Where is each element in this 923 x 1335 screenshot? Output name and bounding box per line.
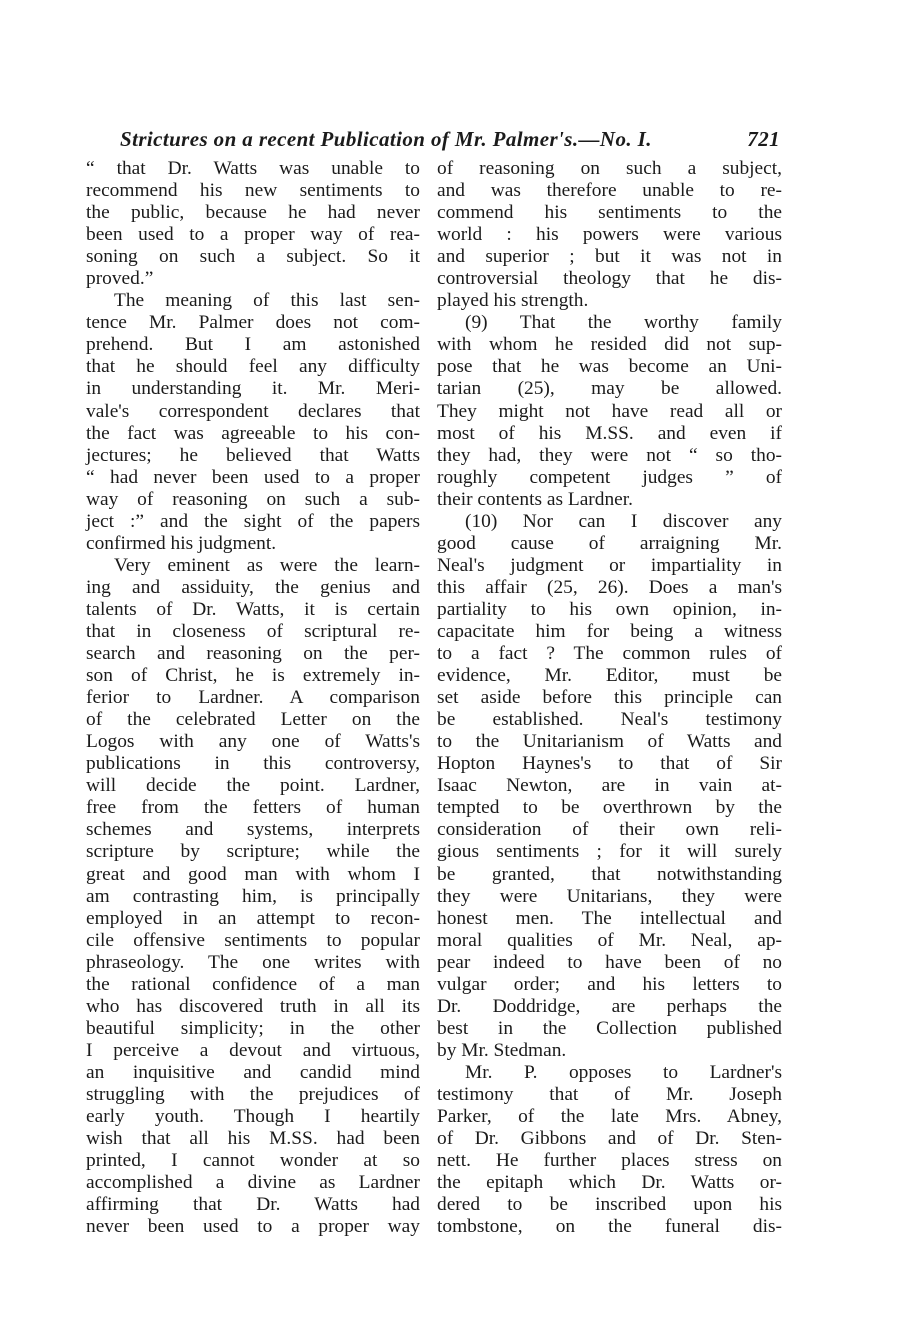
text-line: great and good man with whom I	[86, 863, 420, 885]
text-line: cile offensive sentiments to popular	[86, 929, 420, 951]
text-line: (9) That the worthy family	[465, 312, 782, 334]
text-line: scripture by scripture; while the	[86, 841, 420, 863]
text-line: “ that Dr. Watts was unable to	[86, 158, 420, 179]
text-line: early youth. Though I heartily	[86, 1106, 420, 1128]
text-line: recommend his new sentiments to	[86, 180, 420, 202]
left-text-column	[86, 158, 420, 1238]
text-line: prehend. But I am astonished	[86, 334, 420, 356]
text-line: they had, they were not “ so tho-	[437, 444, 782, 466]
text-line: of the celebrated Letter on the	[86, 709, 420, 731]
text-line: played his strength.	[437, 290, 589, 312]
text-line: world : his powers were various	[437, 224, 782, 246]
text-line: their contents as Lardner.	[437, 488, 633, 510]
text-line: Mr. P. opposes to Lardner's	[465, 1061, 782, 1083]
text-line: affirming that Dr. Watts had	[86, 1194, 420, 1216]
text-line: the epitaph which Dr. Watts or-	[437, 1172, 782, 1194]
text-line: dered to be inscribed upon his	[437, 1194, 782, 1216]
text-line: of Dr. Gibbons and of Dr. Sten-	[437, 1128, 782, 1150]
text-line: ject :” and the sight of the papers	[86, 510, 420, 532]
text-line: most of his M.SS. and even if	[437, 422, 782, 444]
text-line: set aside before this principle can	[437, 687, 782, 709]
text-line: way of reasoning on such a sub-	[86, 488, 420, 510]
text-line: and was therefore unable to re-	[437, 180, 782, 202]
text-line: son of Christ, he is extremely in-	[86, 665, 420, 687]
text-line: tence Mr. Palmer does not com-	[86, 312, 420, 334]
text-line: best in the Collection published	[437, 1017, 782, 1039]
text-line: ferior to Lardner. A comparison	[86, 687, 420, 709]
text-line: with whom he resided did not sup-	[437, 334, 782, 356]
text-line: They might not have read all or	[437, 400, 782, 422]
text-line: vulgar order; and his letters to	[437, 973, 782, 995]
text-line: employed in an attempt to recon-	[86, 907, 420, 929]
text-line: phraseology. The one writes with	[86, 951, 420, 973]
text-line: honest men. The intellectual and	[437, 907, 782, 929]
text-line: free from the fetters of human	[86, 797, 420, 819]
text-line: “ had never been used to a proper	[86, 466, 420, 488]
text-line: I perceive a devout and virtuous,	[86, 1039, 420, 1061]
text-line: controversial theology that he dis-	[437, 268, 782, 290]
text-line: (10) Nor can I discover any	[465, 510, 782, 532]
text-line: be established. Neal's testimony	[437, 709, 782, 731]
text-line: of reasoning on such a subject,	[437, 158, 782, 179]
text-line: evidence, Mr. Editor, must be	[437, 665, 782, 687]
text-line: accomplished a divine as Lardner	[86, 1172, 420, 1194]
text-line: pear indeed to have been of no	[437, 951, 782, 973]
text-line: soning on such a subject. So it	[86, 246, 420, 268]
text-line: moral qualities of Mr. Neal, ap-	[437, 929, 782, 951]
text-line: this affair (25, 26). Does a man's	[437, 576, 782, 598]
text-line: the rational confidence of a man	[86, 973, 420, 995]
text-line: gious sentiments ; for it will surely	[437, 841, 782, 863]
text-line: confirmed his judgment.	[86, 532, 277, 554]
running-title: Strictures on a recent Publication of Mr. Palmer's.—No. I.	[120, 127, 652, 151]
text-line: tombstone, on the funeral dis-	[437, 1216, 782, 1238]
text-line: tarian (25), may be allowed.	[437, 378, 782, 400]
text-line: talents of Dr. Watts, it is certain	[86, 598, 420, 620]
text-line: testimony that of Mr. Joseph	[437, 1083, 782, 1105]
text-line: Isaac Newton, are in vain at-	[437, 775, 782, 797]
text-line: to a fact ? The common rules of	[437, 643, 782, 665]
text-line: pose that he was become an Uni-	[437, 356, 782, 378]
running-header	[120, 124, 780, 154]
text-line: Dr. Doddridge, are perhaps the	[437, 995, 782, 1017]
text-line: good cause of arraigning Mr.	[437, 532, 782, 554]
text-line: be granted, that notwithstanding	[437, 863, 782, 885]
text-line: struggling with the prejudices of	[86, 1083, 420, 1105]
text-line: The meaning of this last sen-	[114, 290, 420, 312]
text-line: Parker, of the late Mrs. Abney,	[437, 1106, 782, 1128]
text-line: Neal's judgment or impartiality in	[437, 554, 782, 576]
right-text-column	[437, 158, 782, 1238]
text-line: consideration of their own reli-	[437, 819, 782, 841]
text-line: beautiful simplicity; in the other	[86, 1017, 420, 1039]
text-line: to the Unitarianism of Watts and	[437, 731, 782, 753]
text-line: an inquisitive and candid mind	[86, 1061, 420, 1083]
text-line: wish that all his M.SS. had been	[86, 1128, 420, 1150]
text-line: capacitate him for being a witness	[437, 620, 782, 642]
text-line: am contrasting him, is principally	[86, 885, 420, 907]
text-line: that he should feel any difficulty	[86, 356, 420, 378]
text-line: been used to a proper way of rea-	[86, 224, 420, 246]
text-line: will decide the point. Lardner,	[86, 775, 420, 797]
text-line: jectures; he believed that Watts	[86, 444, 420, 466]
page-number: 721	[747, 127, 780, 151]
text-line: tempted to be overthrown by the	[437, 797, 782, 819]
text-line: they were Unitarians, they were	[437, 885, 782, 907]
text-line: nett. He further places stress on	[437, 1150, 782, 1172]
text-line: roughly competent judges ” of	[437, 466, 782, 488]
text-line: the public, because he had never	[86, 202, 420, 224]
text-line: vale's correspondent declares that	[86, 400, 420, 422]
text-line: schemes and systems, interprets	[86, 819, 420, 841]
text-line: in understanding it. Mr. Meri-	[86, 378, 420, 400]
text-line: proved.”	[86, 268, 154, 290]
text-line: and superior ; but it was not in	[437, 246, 782, 268]
text-line: Logos with any one of Watts's	[86, 731, 420, 753]
text-line: search and reasoning on the per-	[86, 643, 420, 665]
text-line: Hopton Haynes's to that of Sir	[437, 753, 782, 775]
text-line: printed, I cannot wonder at so	[86, 1150, 420, 1172]
text-line: never been used to a proper way	[86, 1216, 420, 1238]
text-line: the fact was agreeable to his con-	[86, 422, 420, 444]
text-line: that in closeness of scriptural re-	[86, 620, 420, 642]
text-line: by Mr. Stedman.	[437, 1039, 567, 1061]
text-line: who has discovered truth in all its	[86, 995, 420, 1017]
text-line: ing and assiduity, the genius and	[86, 576, 420, 598]
text-line: partiality to his own opinion, in-	[437, 598, 782, 620]
text-line: publications in this controversy,	[86, 753, 420, 775]
text-line: Very eminent as were the learn-	[114, 554, 420, 576]
text-line: commend his sentiments to the	[437, 202, 782, 224]
